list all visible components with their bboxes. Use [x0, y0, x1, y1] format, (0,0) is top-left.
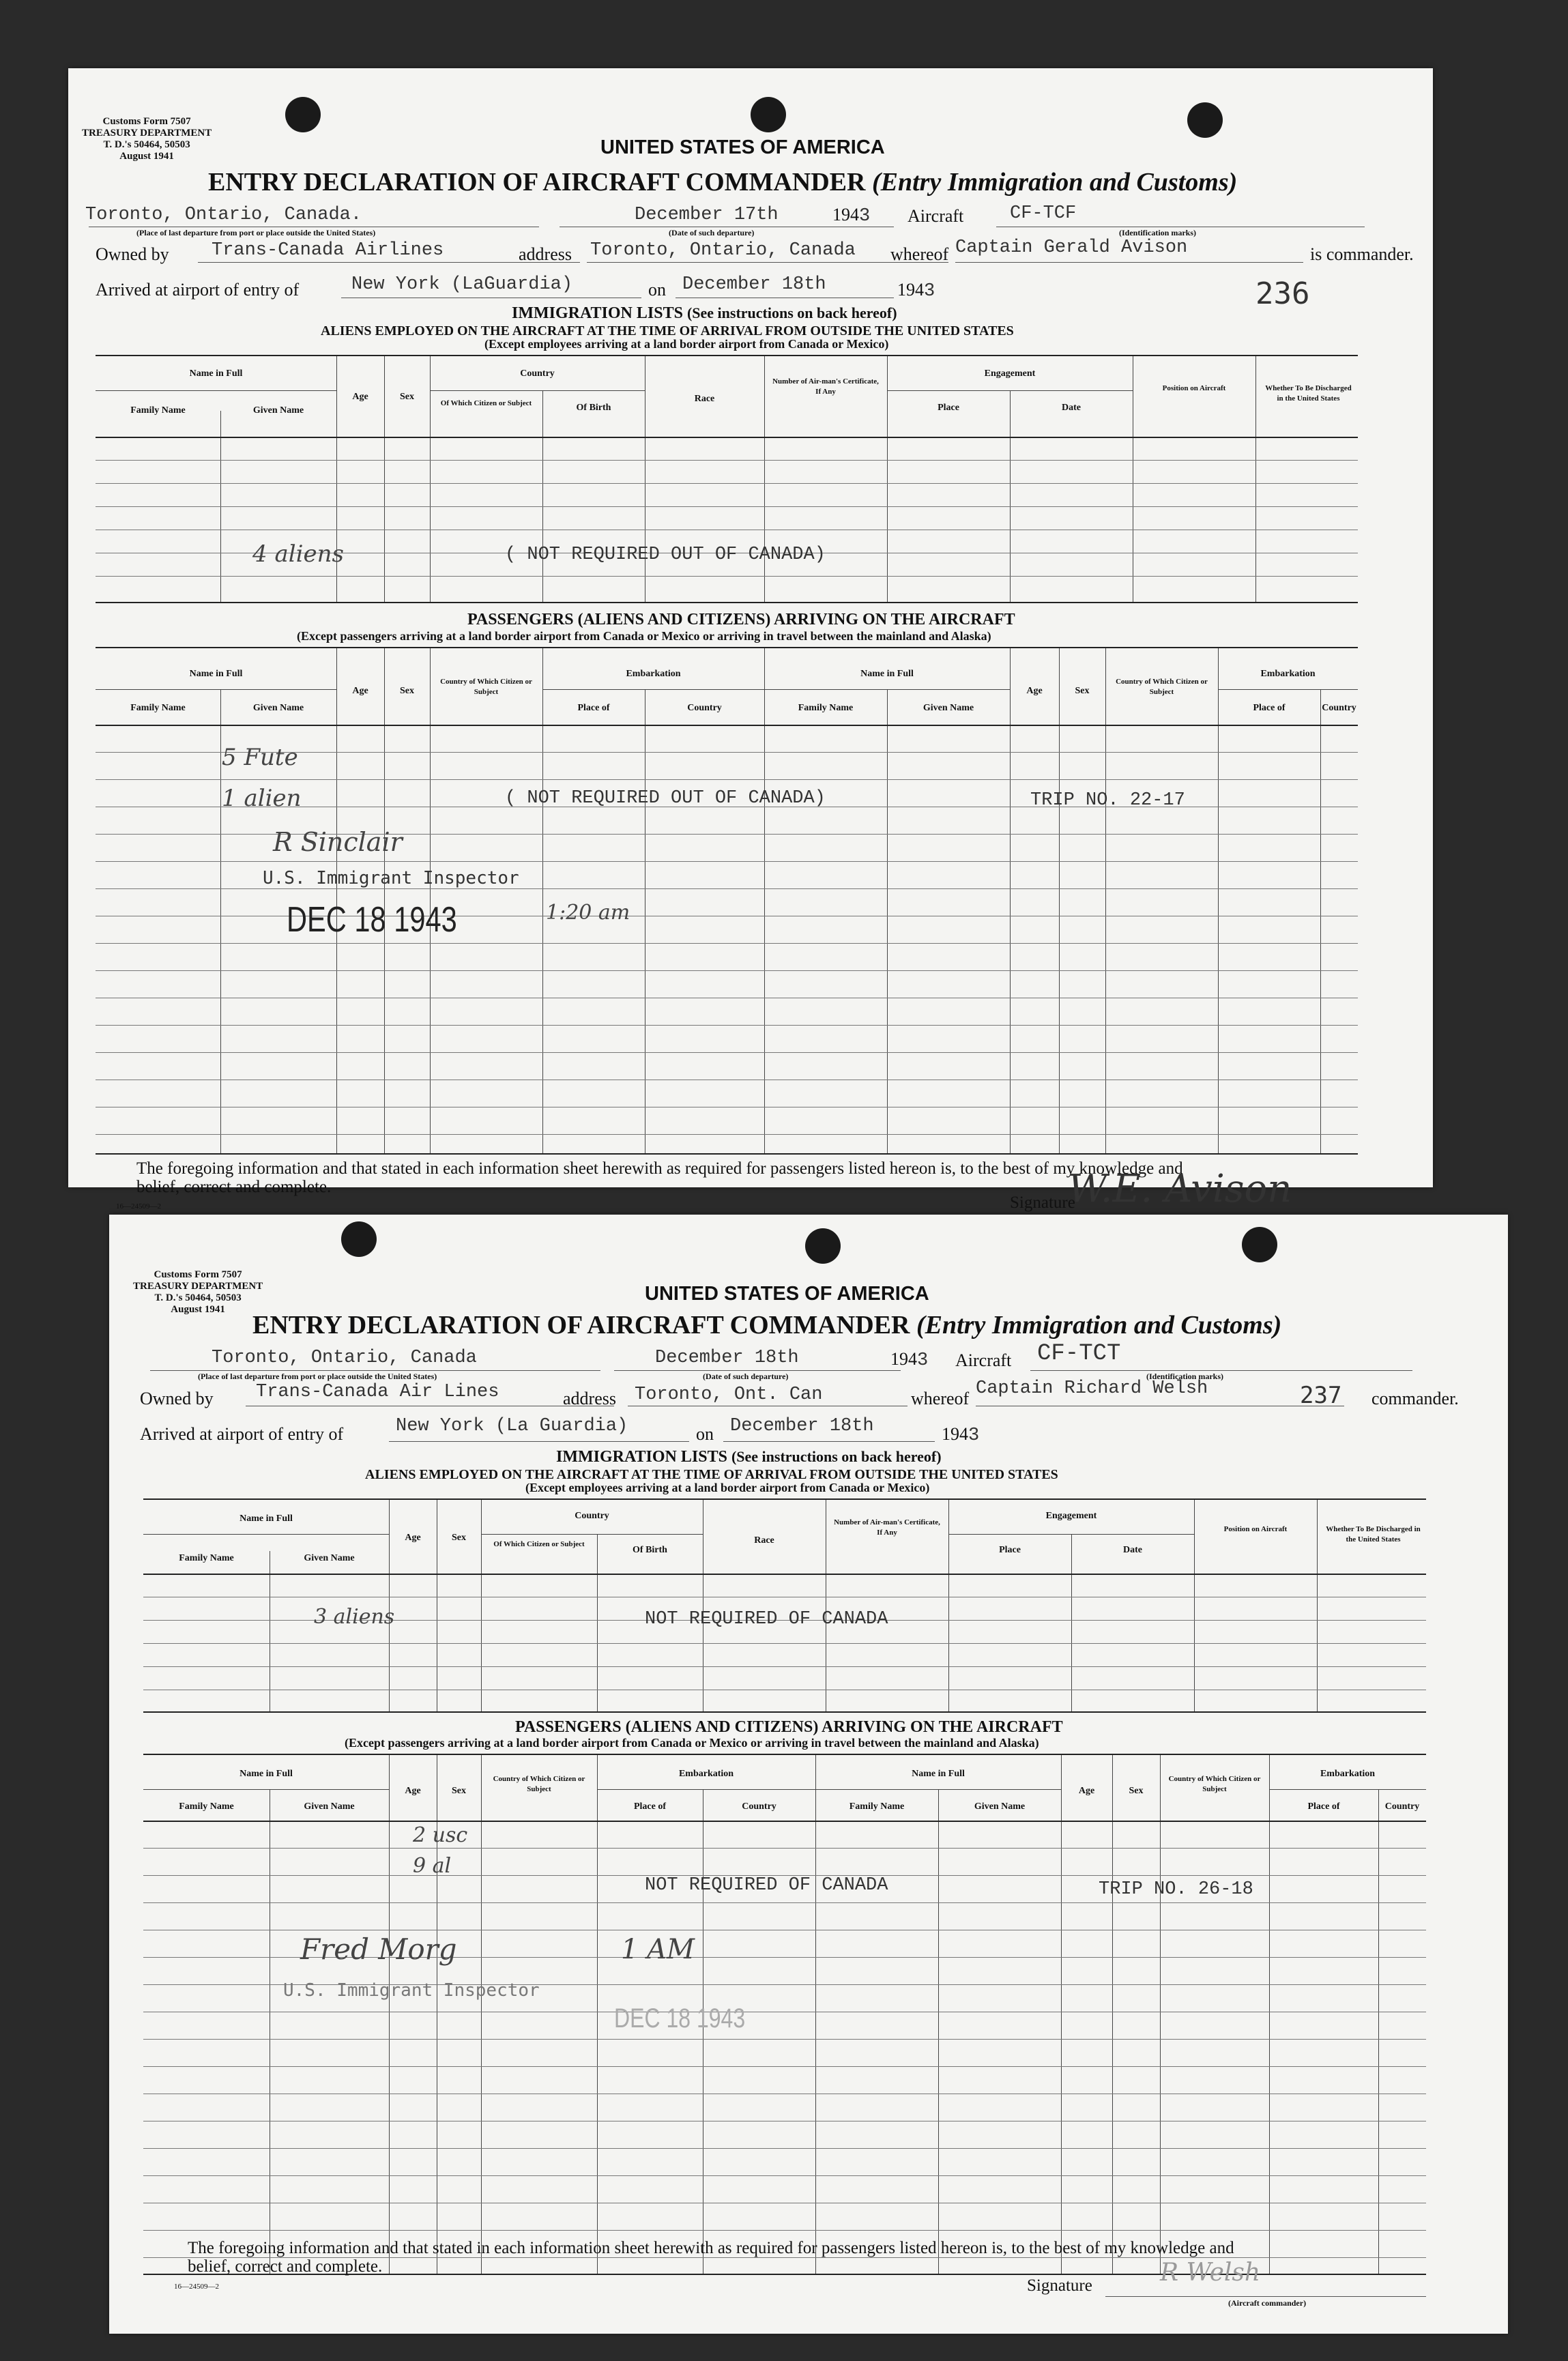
pass-header-country-citizen-2: Country of Which Citizen or Subject [1116, 678, 1208, 696]
title-main: ENTRY DECLARATION OF AIRCRAFT COMMANDER [252, 1311, 910, 1339]
commander-signature: R Welsh [1160, 2259, 1261, 2287]
id-caption: (Identification marks) [1146, 1372, 1223, 1381]
passenger-count-note-1: 2 usc [413, 1823, 468, 1847]
passengers-subheading: (Except passengers arriving at a land border airport from Canada or Mexico or arriving in travel between the mainland and Alaska) [297, 629, 991, 643]
pass-header-family-2: Family Name [849, 1801, 905, 1812]
form-code: 16—24509—2 [116, 1202, 161, 1211]
whereof-label: whereof [890, 244, 949, 264]
immigration-heading-text: IMMIGRATION LISTS [556, 1448, 727, 1466]
td-numbers: T. D.'s 50464, 50503 [154, 1292, 242, 1303]
crew-header-date: Date [1062, 403, 1081, 413]
owner: Trans-Canada Air Lines [256, 1382, 499, 1402]
punch-hole [1187, 102, 1223, 138]
crew-header-birth: Of Birth [576, 403, 611, 413]
passenger-count-note-2: 1 alien [222, 785, 302, 812]
treasury-department: TREASURY DEPARTMENT [133, 1281, 263, 1292]
year-field [832, 205, 870, 227]
crew-header-sex: Sex [400, 392, 414, 402]
aircraft-label: Aircraft [908, 206, 964, 226]
footer-certification-2: belief, correct and complete. [136, 1178, 332, 1196]
passengers-heading: PASSENGERS (ALIENS AND CITIZENS) ARRIVING ON THE AIRCRAFT [515, 1718, 1063, 1736]
owned-label: Owned by [96, 244, 169, 264]
pass-header-age-2: Age [1026, 686, 1043, 696]
pass-header-sex: Sex [400, 686, 414, 696]
aliens-subheading: (Except employees arriving at a land border airport from Canada or Mexico) [525, 1481, 930, 1494]
trip-number-value: 26-18 [1197, 1879, 1253, 1900]
pass-header-country-citizen: Country of Which Citizen or Subject [493, 1775, 585, 1793]
crew-not-required-stamp: ( NOT REQUIRED OUT OF CANADA) [505, 545, 826, 565]
trip-number [1030, 790, 1185, 811]
on-label: on [648, 280, 666, 300]
departure-caption: (Place of last departure from port or place outside the United States) [136, 228, 376, 237]
crew-count-note: 4 aliens [252, 540, 344, 568]
crew-header-certificate: Number of Air-man's Certificate, If Any [772, 377, 879, 396]
form-date: August 1941 [171, 1304, 225, 1315]
departure-caption: (Place of last departure from port or place outside the United States) [198, 1372, 437, 1381]
departure-date: December 17th [635, 205, 779, 225]
inspection-time: 1:20 am [546, 901, 630, 925]
declaration-sheet-1 [68, 68, 1433, 1212]
year-label: 194 [890, 1349, 917, 1369]
pass-header-country-citizen: Country of Which Citizen or Subject [440, 678, 532, 696]
passenger-table [96, 647, 1358, 1155]
customs-form-number: Customs Form 7507 [154, 1269, 242, 1280]
pass-header-name-2: Name in Full [860, 669, 914, 679]
pass-header-age: Age [352, 686, 368, 696]
crew-header-given: Given Name [252, 405, 304, 416]
year-field [890, 1349, 928, 1371]
immigration-heading [556, 1448, 942, 1466]
inspector-signature: Fred Morg [300, 1932, 457, 1966]
aircraft-label: Aircraft [955, 1350, 1012, 1370]
aircraft-id: CF-TCT [1037, 1341, 1121, 1367]
passengers-heading: PASSENGERS (ALIENS AND CITIZENS) ARRIVING ON THE AIRCRAFT [467, 611, 1015, 628]
inspector-note: 1 AM [621, 1934, 695, 1965]
crew-header-country: Country [520, 368, 555, 379]
crew-header-name: Name in Full [189, 368, 243, 379]
title-sub: (Entry Immigration and Customs) [871, 168, 1238, 197]
pass-header-embarkation: Embarkation [678, 1769, 734, 1779]
signature-label: Signature [1027, 2276, 1092, 2295]
punch-hole [751, 97, 786, 132]
on-label: on [696, 1424, 714, 1444]
passenger-table [143, 1754, 1426, 2275]
pass-header-family-2: Family Name [798, 703, 854, 713]
pass-header-place-2: Place of [1253, 703, 1286, 713]
pass-header-country-citizen-2: Country of Which Citizen or Subject [1168, 1775, 1261, 1793]
departure-place: Toronto, Ontario, Canada [212, 1348, 477, 1368]
trip-label: TRIP NO. [1030, 790, 1119, 811]
pass-header-given-2: Given Name [923, 703, 974, 713]
crew-header-citizen: Of Which Citizen or Subject [493, 1540, 585, 1548]
pass-header-country-2: Country [1384, 1801, 1420, 1812]
sheet-number: 236 [1255, 276, 1310, 311]
country-heading: UNITED STATES OF AMERICA [645, 1283, 929, 1305]
title-sub: (Entry Immigration and Customs) [916, 1311, 1282, 1339]
inspection-date: DEC 18 1943 [287, 900, 457, 940]
passenger-not-required-stamp: ( NOT REQUIRED OUT OF CANADA) [505, 788, 826, 809]
punch-hole [1242, 1227, 1277, 1262]
date-caption: (Date of such departure) [703, 1372, 789, 1381]
pass-header-sex: Sex [452, 1786, 466, 1796]
form-title [252, 1310, 1281, 1340]
crew-header-date: Date [1123, 1545, 1142, 1555]
punch-hole [341, 1221, 377, 1257]
address-label: address [519, 244, 572, 264]
passenger-count-note-1: 5 Fute [222, 744, 298, 771]
arrival-year [942, 1424, 979, 1446]
pass-header-name-2: Name in Full [912, 1769, 965, 1779]
owner: Trans-Canada Airlines [212, 240, 444, 261]
crew-header-given: Given Name [304, 1553, 355, 1563]
year-digit: 3 [917, 1350, 929, 1371]
pass-header-embarkation: Embarkation [626, 669, 681, 679]
aliens-heading: ALIENS EMPLOYED ON THE AIRCRAFT AT THE TIME OF ARRIVAL FROM OUTSIDE THE UNITED STATES [365, 1467, 1058, 1482]
pass-header-age-2: Age [1078, 1786, 1095, 1796]
crew-header-age: Age [405, 1533, 421, 1543]
crew-table [143, 1498, 1426, 1713]
crew-count-note: 3 aliens [314, 1605, 395, 1629]
pass-header-given: Given Name [304, 1801, 355, 1812]
footer-certification-1: The foregoing information and that stated in each information sheet herewith as required for passengers listed hereon is, to the best of my knowledge and [188, 2239, 1234, 2257]
arrival-year [897, 280, 935, 302]
immigration-heading-text: IMMIGRATION LISTS [512, 304, 683, 322]
crew-header-discharged: Whether To Be Discharged in the United States [1265, 384, 1352, 403]
inspector-stamp: U.S. Immigrant Inspector [263, 868, 519, 888]
address: Toronto, Ontario, Canada [590, 240, 856, 261]
crew-header-discharged: Whether To Be Discharged in the United States [1326, 1525, 1421, 1544]
arrived-label: Arrived at airport of entry of [96, 280, 300, 300]
arrival-airport: New York (LaGuardia) [351, 274, 573, 295]
aliens-heading: ALIENS EMPLOYED ON THE AIRCRAFT AT THE TIME OF ARRIVAL FROM OUTSIDE THE UNITED STATES [321, 323, 1014, 338]
crew-header-sex: Sex [452, 1533, 466, 1543]
aliens-subheading: (Except employees arriving at a land border airport from Canada or Mexico) [484, 337, 889, 351]
date-caption: (Date of such departure) [669, 228, 755, 237]
commander-signature: W.E. Avison [1068, 1167, 1292, 1211]
treasury-department: TREASURY DEPARTMENT [82, 128, 212, 139]
arrival-year-label: 194 [897, 280, 924, 300]
year-label: 194 [832, 205, 859, 224]
immigration-note: (See instructions on back hereof) [731, 1448, 942, 1465]
punch-hole [805, 1228, 841, 1264]
crew-header-place: Place [938, 403, 959, 413]
title-main: ENTRY DECLARATION OF AIRCRAFT COMMANDER [208, 168, 866, 197]
pass-header-name: Name in Full [189, 669, 243, 679]
trip-number-value: 22-17 [1129, 790, 1185, 811]
pass-header-sex-2: Sex [1075, 686, 1090, 696]
pass-header-country: Country [687, 703, 722, 713]
form-code: 16—24509—2 [174, 2283, 219, 2291]
pass-header-country: Country [742, 1801, 776, 1812]
crew-header-family: Family Name [179, 1553, 234, 1563]
country-heading: UNITED STATES OF AMERICA [600, 136, 885, 158]
customs-form-block [82, 116, 212, 162]
passenger-not-required-stamp: NOT REQUIRED OF CANADA [645, 1875, 888, 1896]
crew-header-age: Age [352, 392, 368, 402]
inspector-stamp: U.S. Immigrant Inspector [283, 1980, 540, 2001]
arrival-year-digit: 3 [924, 281, 935, 302]
pass-header-family: Family Name [179, 1801, 234, 1812]
footer-certification-2: belief, correct and complete. [188, 2257, 383, 2276]
passenger-count-note-2: 9 al [413, 1854, 452, 1878]
id-caption: (Identification marks) [1119, 228, 1196, 237]
departure-date: December 18th [655, 1348, 799, 1368]
pass-header-place: Place of [633, 1801, 667, 1812]
arrived-label: Arrived at airport of entry of [140, 1424, 344, 1444]
departure-place: Toronto, Ontario, Canada. [85, 205, 362, 225]
arrival-year-label: 194 [942, 1424, 968, 1444]
sheet-number: 237 [1300, 1382, 1342, 1409]
immigration-note: (See instructions on back hereof) [686, 304, 897, 321]
inspection-date: DEC 18 1943 [614, 2003, 746, 2033]
trip-label: TRIP NO. [1099, 1879, 1187, 1900]
pass-header-sex-2: Sex [1129, 1786, 1144, 1796]
trip-number [1099, 1879, 1253, 1900]
address-label: address [563, 1389, 616, 1408]
passengers-subheading: (Except passengers arriving at a land border airport from Canada or Mexico or arriving in travel between the mainland and Alaska) [345, 1736, 1039, 1750]
crew-header-birth: Of Birth [633, 1545, 667, 1555]
whereof-label: whereof [911, 1389, 970, 1408]
punch-hole [285, 97, 321, 132]
arrival-date: December 18th [730, 1416, 874, 1436]
crew-header-family: Family Name [130, 405, 186, 416]
commander-name: Captain Richard Welsh [976, 1378, 1208, 1399]
pass-header-embarkation-2: Embarkation [1260, 669, 1316, 679]
pass-header-given: Given Name [252, 703, 304, 713]
signature-label: Signature [1010, 1193, 1075, 1212]
customs-form-block [133, 1269, 263, 1316]
signature-caption: (Aircraft commander) [1228, 2298, 1307, 2308]
crew-header-certificate: Number of Air-man's Certificate, If Any [834, 1518, 940, 1537]
arrival-airport: New York (La Guardia) [396, 1416, 628, 1436]
crew-header-citizen: Of Which Citizen or Subject [440, 399, 532, 407]
crew-header-name: Name in Full [239, 1513, 293, 1524]
crew-header-race: Race [694, 394, 715, 404]
pass-header-family: Family Name [130, 703, 186, 713]
arrival-year-digit: 3 [968, 1425, 980, 1446]
pass-header-age: Age [405, 1786, 421, 1796]
inspector-signature: R Sinclair [273, 827, 403, 857]
td-numbers: T. D.'s 50464, 50503 [103, 139, 190, 150]
pass-header-place: Place of [577, 703, 610, 713]
aircraft-id: CF-TCF [1010, 203, 1077, 224]
address: Toronto, Ont. Can [635, 1385, 823, 1405]
commander-label: is commander. [1310, 244, 1414, 264]
crew-header-engagement: Engagement [984, 368, 1036, 379]
footer-certification-1: The foregoing information and that stated in each information sheet herewith as required for passengers listed hereon is, to the best of my knowledge and [136, 1159, 1183, 1178]
pass-header-place-2: Place of [1307, 1801, 1340, 1812]
crew-not-required-stamp: NOT REQUIRED OF CANADA [645, 1609, 888, 1629]
pass-header-country-2: Country [1322, 703, 1356, 713]
crew-header-country: Country [575, 1511, 609, 1521]
form-title [208, 167, 1237, 197]
declaration-sheet-2 [109, 1215, 1508, 2334]
customs-form-number: Customs Form 7507 [102, 116, 191, 127]
pass-header-name: Name in Full [239, 1769, 293, 1779]
owned-label: Owned by [140, 1389, 214, 1408]
pass-header-embarkation-2: Embarkation [1320, 1769, 1376, 1779]
immigration-heading [512, 304, 897, 323]
pass-header-given-2: Given Name [974, 1801, 1026, 1812]
crew-header-race: Race [754, 1535, 774, 1546]
crew-header-engagement: Engagement [1045, 1511, 1097, 1521]
year-digit: 3 [859, 206, 871, 227]
crew-header-position: Position on Aircraft [1223, 1525, 1288, 1533]
crew-header-position: Position on Aircraft [1162, 384, 1226, 392]
crew-header-place: Place [999, 1545, 1021, 1555]
arrival-date: December 18th [682, 274, 826, 295]
commander-name: Captain Gerald Avison [955, 237, 1188, 258]
form-date: August 1941 [119, 151, 174, 162]
crew-table [96, 355, 1358, 603]
commander-label: commander. [1371, 1389, 1459, 1408]
